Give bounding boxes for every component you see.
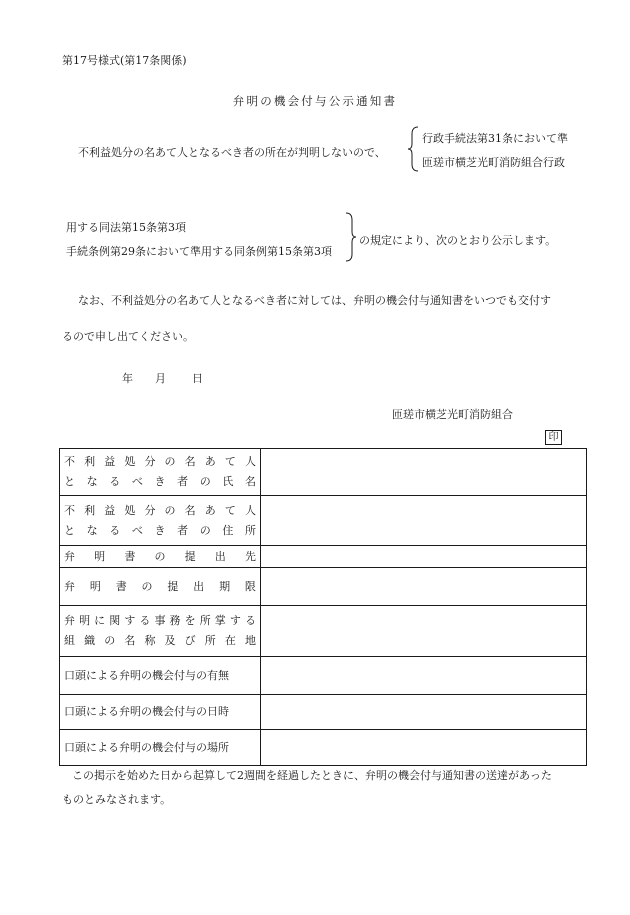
table-row (60, 606, 587, 657)
label-cell (60, 568, 261, 606)
value-cell[interactable] (261, 546, 587, 568)
date-day: 日 (192, 372, 203, 385)
table-row (60, 568, 587, 606)
row5-line2: 組 織 の 名 称 及 び 所 在 地 (64, 634, 256, 647)
label-cell (60, 546, 261, 568)
label-cell (60, 449, 261, 496)
seal-mark: 印 (545, 430, 562, 445)
right-brace-icon (345, 212, 357, 262)
row4-label: 弁 明 書 の 提 出 期 限 (64, 579, 256, 593)
brace2-option2: 手続条例第29条において準用する同条例第15条第3項 (66, 245, 332, 258)
info-table (59, 448, 587, 766)
organization-name: 匝瑳市横芝光町消防組合 (392, 408, 513, 421)
paragraph1-tail: の規定により、次のとおり公示します。 (359, 234, 557, 247)
table-row (60, 730, 587, 766)
date-month: 月 (155, 372, 166, 385)
table-row (60, 657, 587, 695)
brace2-option1: 用する同法第15条第3項 (66, 221, 186, 234)
form-number: 第17号様式(第17条関係) (62, 54, 187, 67)
document-title: 弁明の機会付与公示通知書 (232, 94, 398, 108)
row2-line1: 不 利 益 処 分 の 名 あ て 人 (64, 503, 256, 517)
label-cell (60, 695, 261, 730)
label-cell (60, 496, 261, 546)
value-cell[interactable] (261, 695, 587, 730)
paragraph1-lead: 不利益処分の名あて人となるべき者の所在が判明しないので、 (78, 146, 386, 159)
table-row (60, 449, 587, 496)
row1-line1: 不 利 益 処 分 の 名 あ て 人 (64, 455, 256, 468)
row3-label: 弁 明 書 の 提 出 先 (64, 549, 256, 563)
label-cell (60, 730, 261, 766)
row1-line2: と な る べ き 者 の 氏 名 (64, 475, 256, 488)
label-cell (60, 657, 261, 695)
table-row (60, 546, 587, 568)
value-cell[interactable] (261, 730, 587, 766)
value-cell[interactable] (261, 568, 587, 606)
label-cell (60, 606, 261, 657)
value-cell[interactable] (261, 449, 587, 496)
value-cell[interactable] (261, 657, 587, 695)
brace1-option1: 行政手続法第31条において準 (422, 132, 568, 145)
row8-label: 口頭による弁明の機会付与の場所 (64, 740, 229, 754)
table-row (60, 496, 587, 546)
note-line2: ものとみなされます。 (62, 793, 172, 806)
value-cell[interactable] (261, 606, 587, 657)
row6-label: 口頭による弁明の機会付与の有無 (64, 668, 229, 682)
value-cell[interactable] (261, 496, 587, 546)
paragraph2-line1: なお、不利益処分の名あて人となるべき者に対しては、弁明の機会付与通知書をいつでも交付す (78, 294, 551, 307)
note-line1: この掲示を始めた日から起算して2週間を経過したときに、弁明の機会付与通知書の送達があった (72, 769, 552, 782)
paragraph2-line2: るので申し出てください。 (62, 330, 194, 343)
row7-label: 口頭による弁明の機会付与の日時 (64, 705, 229, 718)
row2-line2: と な る べ き 者 の 住 所 (64, 523, 256, 537)
table-row (60, 695, 587, 730)
date-year: 年 (122, 372, 133, 385)
row5-line1: 弁 明 に 関 す る 事 務 を 所 掌 す る (64, 614, 256, 627)
brace1-option2: 匝瑳市横芝光町消防組合行政 (422, 156, 565, 169)
left-brace-icon (407, 126, 419, 172)
